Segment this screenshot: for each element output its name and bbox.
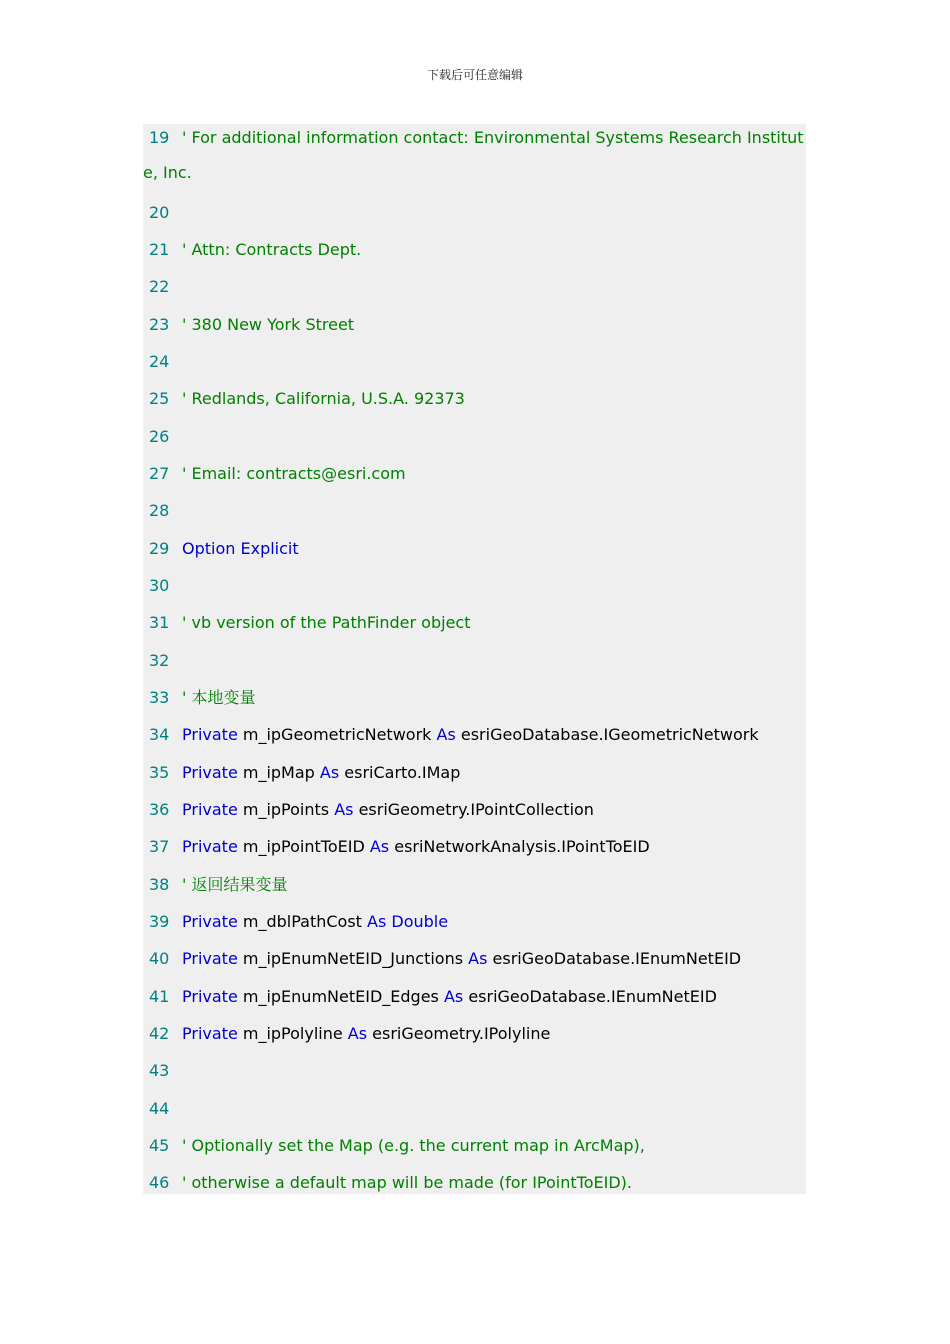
code-identifier: m_ipGeometricNetwork [237,725,437,744]
code-line [143,352,806,372]
code-keyword: As [369,837,390,856]
code-type: esriGeometry.IPolyline [367,1024,551,1043]
code-line [143,949,806,969]
code-line [143,1099,806,1119]
code-line [143,613,806,633]
code-keyword: Private [182,1024,238,1043]
line-number: 19 [149,128,170,147]
code-block [143,124,806,1194]
code-line [143,837,806,857]
line-number: 42 [149,1024,170,1043]
line-number: 45 [149,1136,170,1155]
code-type: esriNetworkAnalysis.IPointToEID [389,837,650,856]
line-number: 21 [149,240,170,259]
line-number: 23 [149,315,170,334]
code-line [143,1173,806,1193]
code-line [143,539,806,559]
code-keyword: Private [182,987,238,1006]
code-keyword: Option Explicit [182,539,299,558]
code-line [143,203,806,223]
line-number: 41 [149,987,170,1006]
code-keyword: Private [182,949,238,968]
code-comment: ' vb version of the PathFinder object [182,613,471,632]
line-number: 27 [149,464,170,483]
code-keyword: Private [182,800,238,819]
code-keyword: As [443,987,464,1006]
line-number: 38 [149,875,170,894]
code-line [143,1061,806,1081]
line-number: 34 [149,725,170,744]
line-number: 40 [149,949,170,968]
code-comment: ' Optionally set the Map (e.g. the current map in ArcMap), [182,1136,645,1155]
line-number: 29 [149,539,170,558]
code-line [143,763,806,783]
code-line [143,651,806,671]
code-line [143,315,806,335]
line-number: 37 [149,837,170,856]
code-keyword: As [334,800,354,819]
code-comment: ' 返回结果变量 [182,875,288,894]
code-line [143,427,806,447]
code-line [143,725,806,745]
line-number: 26 [149,427,170,446]
code-line [143,464,806,484]
line-number: 44 [149,1099,170,1118]
code-line [143,1024,806,1044]
code-identifier: m_ipPoints [237,800,335,819]
line-number: 24 [149,352,170,371]
code-comment: ' 本地变量 [182,688,256,707]
code-identifier: m_ipPointToEID [237,837,370,856]
line-number: 25 [149,389,170,408]
code-keyword: As [468,949,488,968]
code-line [143,277,806,297]
code-line [143,875,806,895]
code-keyword: Private [182,837,238,856]
code-identifier: m_ipMap [237,763,320,782]
code-line [143,688,806,708]
code-keyword: Private [182,763,238,782]
code-type: esriGeoDatabase.IEnumNetEID [487,949,742,968]
code-keyword: Private [182,912,238,931]
line-number: 46 [149,1173,170,1192]
code-comment: ' Email: contracts@esri.com [182,464,406,483]
code-keyword: As [319,763,340,782]
code-type: esriGeometry.IPointCollection [353,800,594,819]
code-keyword: As Double [367,912,449,931]
code-comment: ' otherwise a default map will be made (for IPointToEID). [182,1173,632,1192]
line-number: 35 [149,763,170,782]
line-number: 32 [149,651,170,670]
code-keyword: As [347,1024,368,1043]
code-line [143,576,806,596]
code-line [143,128,806,148]
line-number: 30 [149,576,170,595]
line-number: 36 [149,800,170,819]
line-number: 22 [149,277,170,296]
code-identifier: m_ipPolyline [237,1024,348,1043]
code-type: esriGeoDatabase.IEnumNetEID [463,987,717,1006]
code-keyword: Private [182,725,238,744]
line-number: 43 [149,1061,170,1080]
code-type: esriGeoDatabase.IGeometricNetwork [455,725,759,744]
code-identifier: m_ipEnumNetEID_Edges [237,987,444,1006]
code-comment: ' For additional information contact: Environmental Systems Research Institut [182,128,804,147]
line-number: 20 [149,203,170,222]
code-keyword: As [436,725,456,744]
code-comment: ' 380 New York Street [182,315,355,334]
line-number: 33 [149,688,170,707]
code-line [143,501,806,521]
code-type: esriCarto.IMap [339,763,461,782]
code-line [143,912,806,932]
code-line [143,987,806,1007]
code-line [143,1136,806,1156]
code-identifier: m_dblPathCost [237,912,368,931]
code-comment: ' Redlands, California, U.S.A. 92373 [182,389,465,408]
line-number: 31 [149,613,170,632]
line-number: 28 [149,501,170,520]
code-identifier: m_ipEnumNetEID_Junctions [237,949,469,968]
code-line [143,800,806,820]
code-comment-wrap: e, Inc. [143,163,192,182]
code-comment: ' Attn: Contracts Dept. [182,240,362,259]
page-header: 下载后可任意编辑 [426,68,523,82]
code-line [143,240,806,260]
code-line [143,389,806,409]
line-number: 39 [149,912,170,931]
